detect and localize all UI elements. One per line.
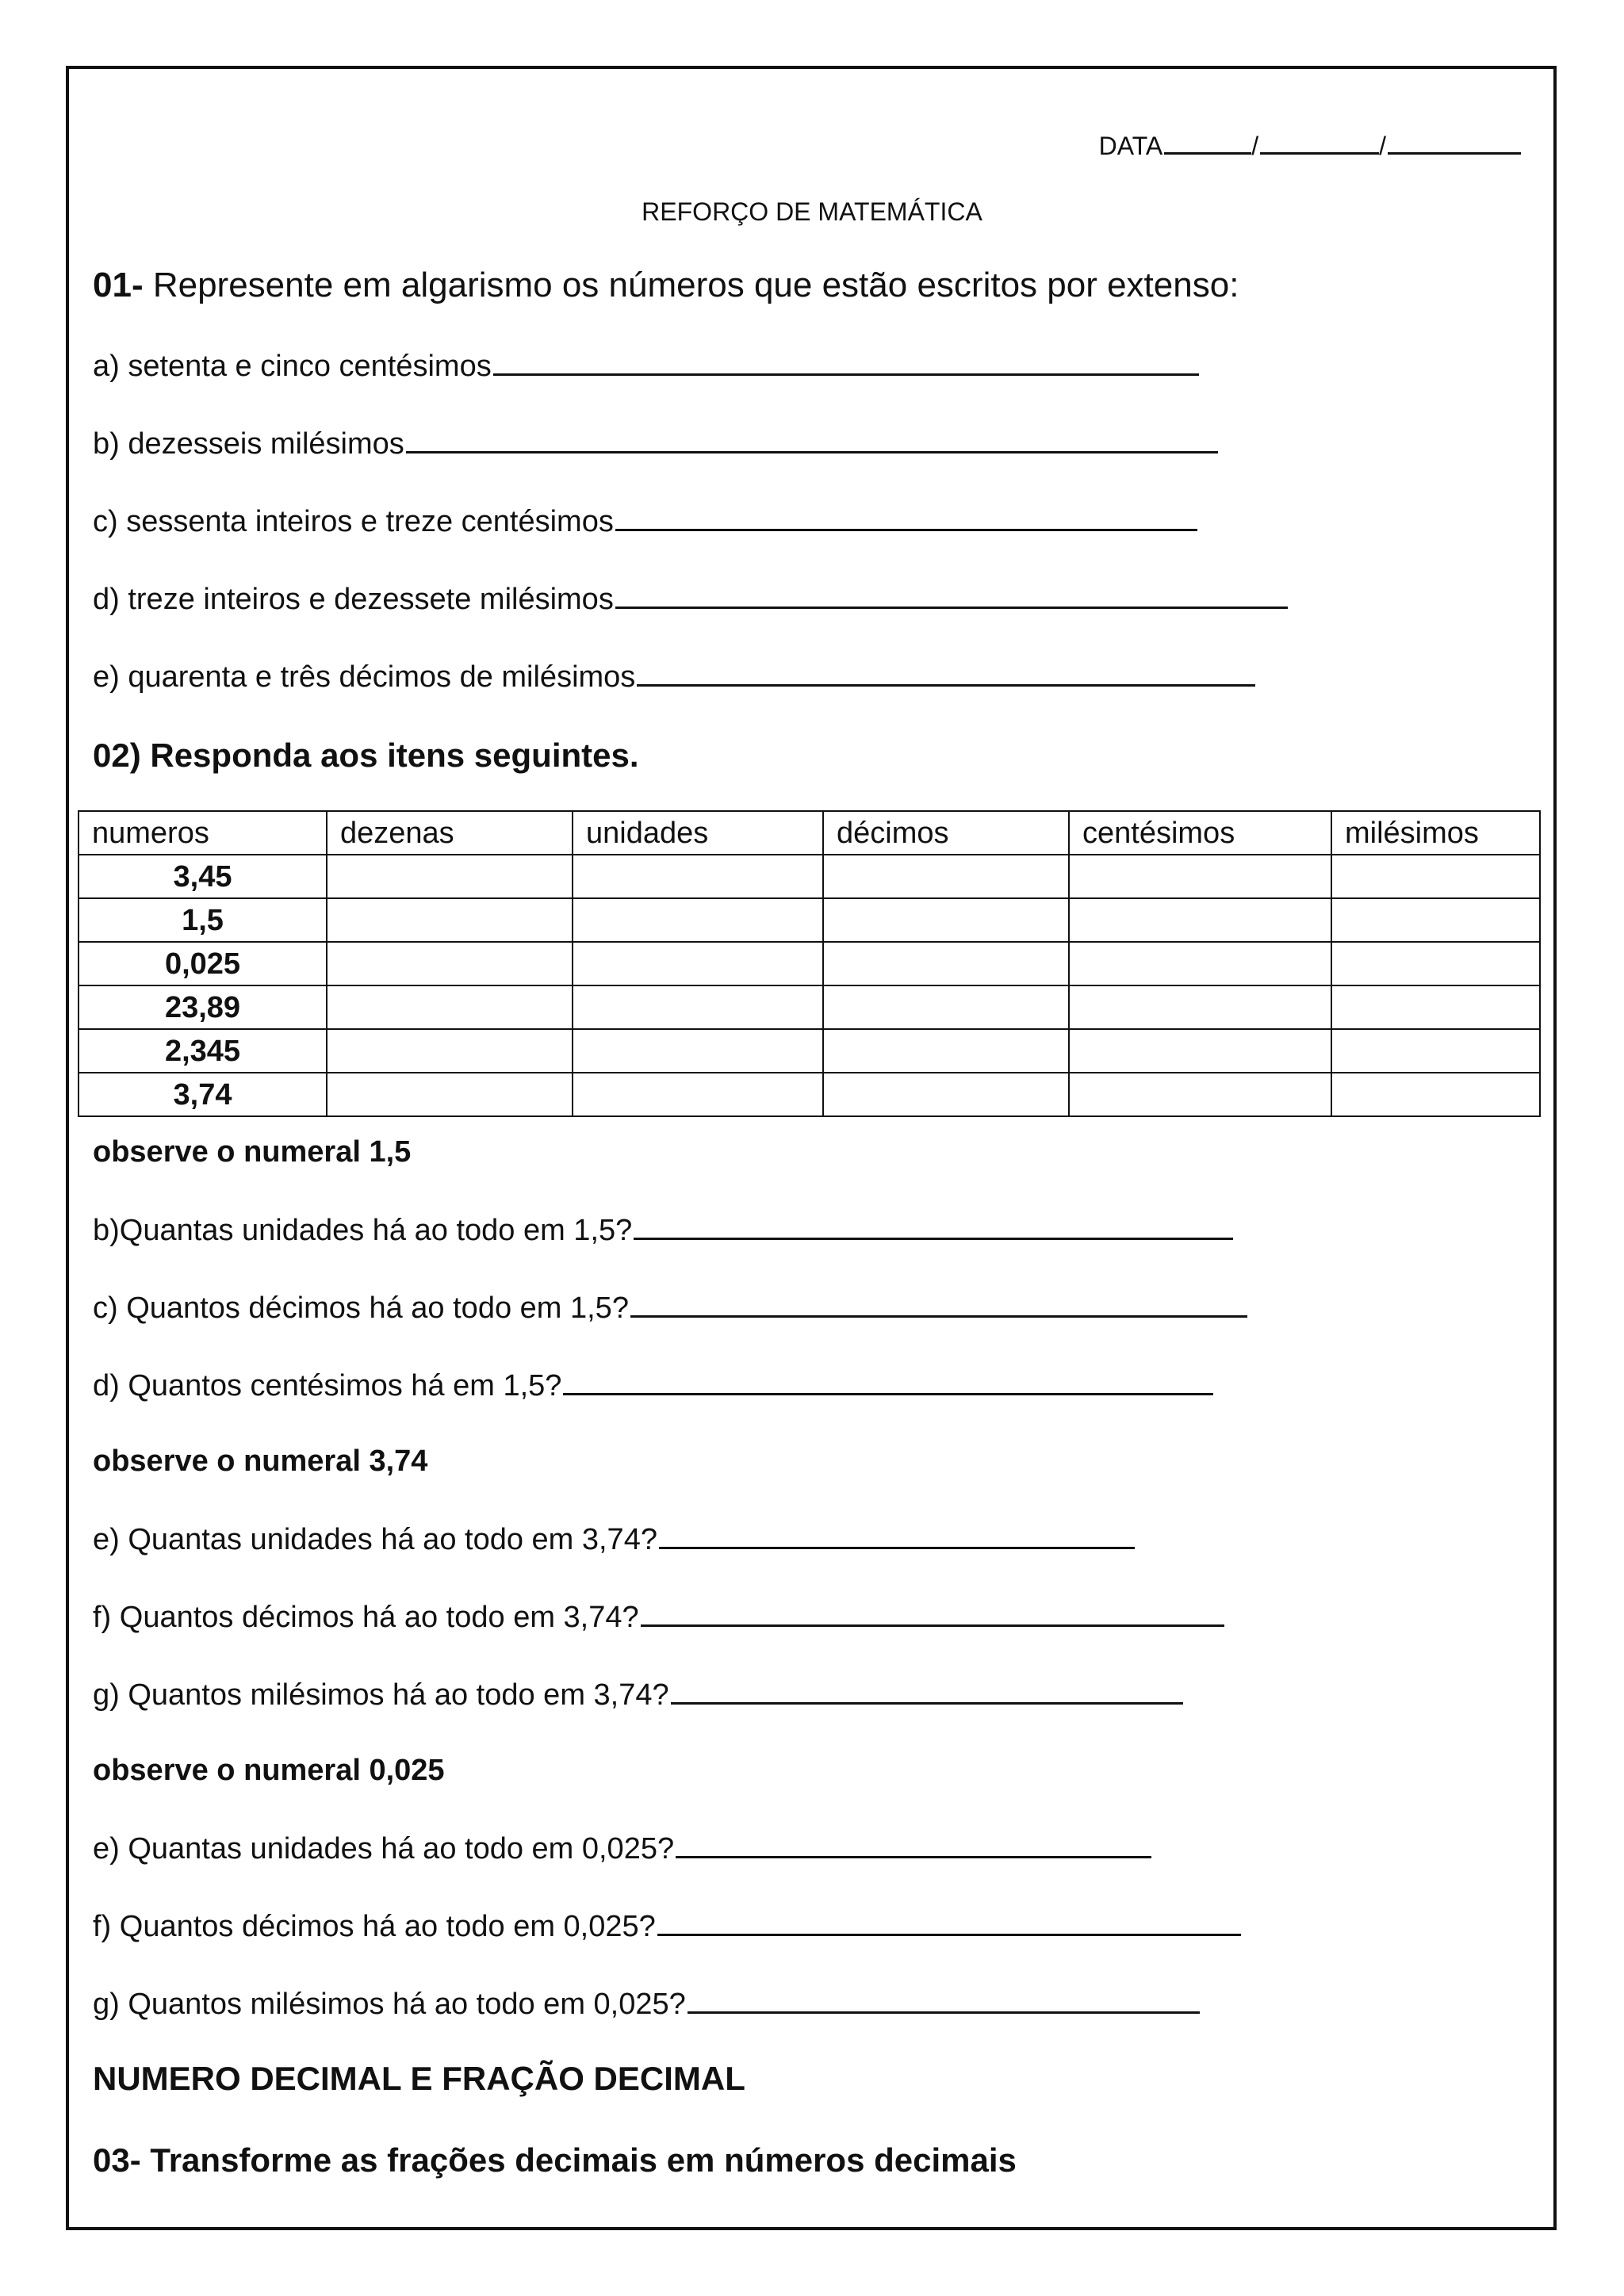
q1-item-c-text: c) sessenta inteiros e treze centésimos: [93, 505, 614, 538]
section3-heading: NUMERO DECIMAL E FRAÇÃO DECIMAL: [93, 2060, 745, 2097]
question-text: e) Quantas unidades há ao todo em 0,025?: [93, 1832, 675, 1866]
q1-number: 01-: [93, 266, 144, 304]
question-line: [93, 1675, 1183, 1714]
answer-cell[interactable]: [1069, 1073, 1331, 1116]
date-label: DATA: [1098, 132, 1163, 160]
question-line: [93, 1907, 1241, 1946]
answer-blank[interactable]: [657, 1907, 1241, 1936]
question-line: [93, 1598, 1224, 1636]
question-text: g) Quantos milésimos há ao todo em 3,74?: [93, 1678, 669, 1712]
col-header-decimos: décimos: [823, 811, 1069, 855]
worksheet-title: REFORÇO DE MATEMÁTICA: [642, 197, 982, 226]
answer-cell[interactable]: [1069, 985, 1331, 1029]
table-row: [79, 898, 1540, 942]
question-line: [93, 1829, 1151, 1868]
answer-cell[interactable]: [823, 1029, 1069, 1073]
row-number: 1,5: [79, 898, 327, 942]
q1-item-c: [93, 502, 1197, 541]
answer-blank[interactable]: [671, 1675, 1183, 1705]
row-number: 2,345: [79, 1029, 327, 1073]
question-text: c) Quantos décimos há ao todo em 1,5?: [93, 1292, 629, 1325]
answer-cell[interactable]: [1069, 898, 1331, 942]
answer-cell[interactable]: [327, 1029, 573, 1073]
answer-cell[interactable]: [1331, 898, 1540, 942]
answer-cell[interactable]: [327, 855, 573, 898]
answer-cell[interactable]: [823, 942, 1069, 985]
answer-cell[interactable]: [573, 855, 823, 898]
answer-blank[interactable]: [630, 1288, 1247, 1318]
answer-cell[interactable]: [573, 985, 823, 1029]
answer-cell[interactable]: [1331, 1073, 1540, 1116]
answer-blank[interactable]: [406, 424, 1218, 453]
answer-blank[interactable]: [615, 580, 1288, 609]
question-text: e) Quantas unidades há ao todo em 3,74?: [93, 1523, 657, 1556]
col-header-milesimos: milésimos: [1331, 811, 1540, 855]
q1-item-a-text: a) setenta e cinco centésimos: [93, 350, 492, 383]
answer-cell[interactable]: [823, 855, 1069, 898]
date-month-blank[interactable]: [1260, 125, 1379, 155]
answer-cell[interactable]: [1331, 985, 1540, 1029]
question-line: [93, 1520, 1135, 1559]
answer-cell[interactable]: [573, 1029, 823, 1073]
answer-cell[interactable]: [327, 898, 573, 942]
q1-prompt: [93, 266, 1239, 304]
answer-cell[interactable]: [823, 1073, 1069, 1116]
q1-item-e-text: e) quarenta e três décimos de milésimos: [93, 660, 636, 694]
question-text: f) Quantos décimos há ao todo em 3,74?: [93, 1601, 639, 1634]
col-header-dezenas: dezenas: [327, 811, 573, 855]
answer-cell[interactable]: [1331, 855, 1540, 898]
answer-cell[interactable]: [1069, 855, 1331, 898]
place-value-table: [78, 810, 1541, 1117]
q1-item-b-text: b) dezesseis milésimos: [93, 427, 404, 461]
answer-cell[interactable]: [1331, 942, 1540, 985]
answer-blank[interactable]: [688, 1984, 1200, 2014]
q1-prompt-text: Represente em algarismo os números que estão escritos por extenso:: [152, 266, 1239, 304]
question-line: [93, 1984, 1200, 2023]
q1-item-d: [93, 580, 1288, 618]
answer-cell[interactable]: [823, 985, 1069, 1029]
answer-cell[interactable]: [327, 985, 573, 1029]
answer-blank[interactable]: [676, 1829, 1151, 1858]
row-number: 23,89: [79, 985, 327, 1029]
date-line: DATA / /: [1099, 125, 1521, 165]
col-header-unidades: unidades: [573, 811, 823, 855]
table-row: [79, 855, 1540, 898]
col-header-numeros: numeros: [79, 811, 327, 855]
row-number: 3,74: [79, 1073, 327, 1116]
q1-item-e: [93, 657, 1255, 696]
table-row: [79, 942, 1540, 985]
answer-cell[interactable]: [573, 1073, 823, 1116]
col-header-centesimos: centésimos: [1069, 811, 1331, 855]
answer-cell[interactable]: [327, 1073, 573, 1116]
question-text: f) Quantos décimos há ao todo em 0,025?: [93, 1910, 656, 1943]
answer-cell[interactable]: [573, 898, 823, 942]
q1-item-d-text: d) treze inteiros e dezessete milésimos: [93, 583, 614, 616]
date-year-blank[interactable]: [1388, 125, 1521, 155]
row-number: 3,45: [79, 855, 327, 898]
section-title-0-025: observe o numeral 0,025: [93, 1754, 445, 1787]
table-header-row: [79, 811, 1540, 855]
question-line: [93, 1211, 1233, 1249]
q2-heading: 02) Responda aos itens seguintes.: [93, 737, 639, 774]
answer-blank[interactable]: [641, 1598, 1224, 1627]
question-line: [93, 1366, 1213, 1405]
answer-blank[interactable]: [634, 1211, 1233, 1240]
answer-cell[interactable]: [573, 942, 823, 985]
answer-cell[interactable]: [1069, 942, 1331, 985]
q3-prompt: 03- Transforme as frações decimais em números decimais: [93, 2141, 1017, 2179]
answer-blank[interactable]: [563, 1366, 1213, 1395]
answer-cell[interactable]: [1331, 1029, 1540, 1073]
answer-cell[interactable]: [823, 898, 1069, 942]
row-number: 0,025: [79, 942, 327, 985]
question-text: d) Quantos centésimos há em 1,5?: [93, 1369, 562, 1402]
answer-blank[interactable]: [615, 502, 1197, 531]
question-text: b)Quantas unidades há ao todo em 1,5?: [93, 1214, 633, 1247]
answer-blank[interactable]: [659, 1520, 1135, 1549]
table-row: [79, 985, 1540, 1029]
answer-blank[interactable]: [637, 657, 1255, 687]
q1-item-a: [93, 346, 1199, 385]
answer-cell[interactable]: [327, 942, 573, 985]
answer-blank[interactable]: [493, 346, 1199, 376]
q1-item-b: [93, 424, 1218, 463]
date-day-blank[interactable]: [1164, 125, 1251, 155]
question-text: g) Quantos milésimos há ao todo em 0,025?: [93, 1988, 686, 2021]
question-line: [93, 1288, 1247, 1327]
answer-cell[interactable]: [1069, 1029, 1331, 1073]
section-title-3-74: observe o numeral 3,74: [93, 1445, 428, 1478]
table-row: [79, 1073, 1540, 1116]
table-row: [79, 1029, 1540, 1073]
section-title-1-5: observe o numeral 1,5: [93, 1135, 412, 1169]
